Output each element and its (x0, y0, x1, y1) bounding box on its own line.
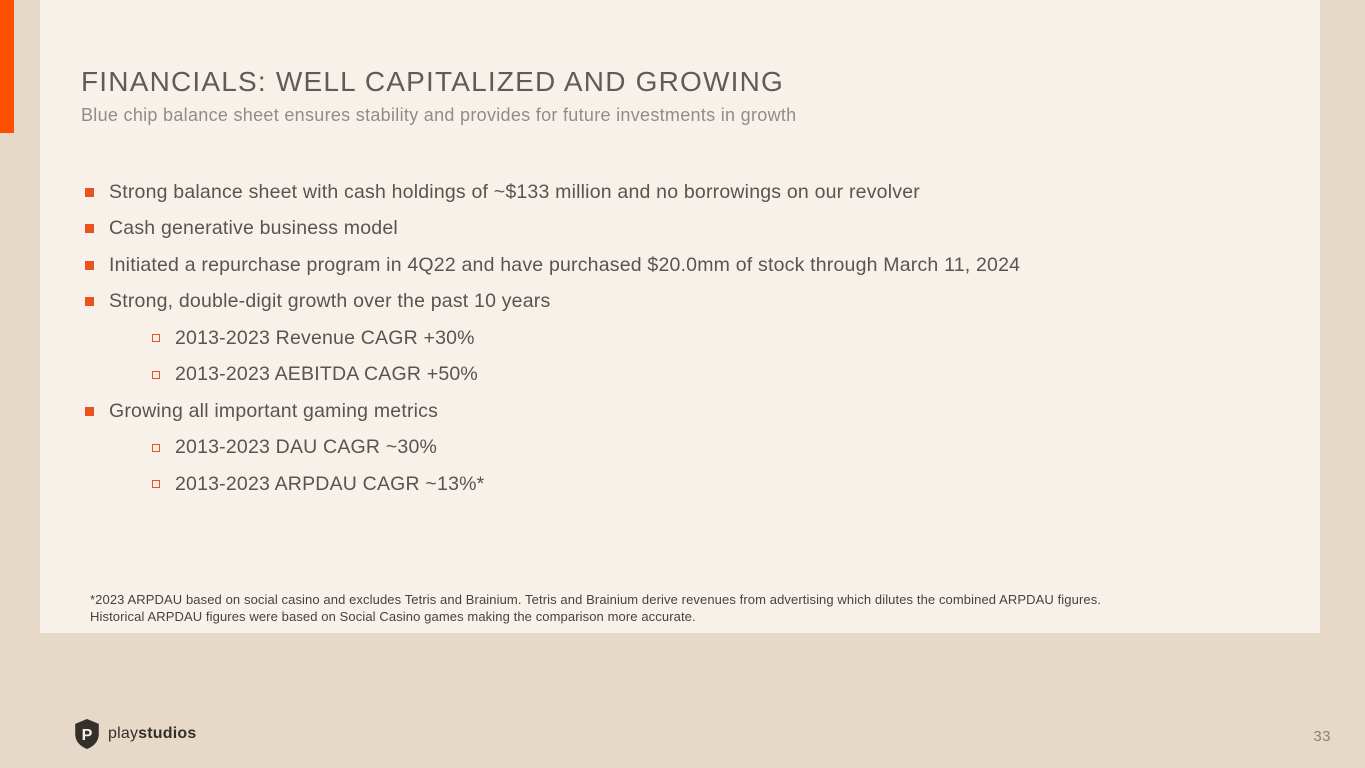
bullet-item (40, 284, 1280, 321)
footnote (90, 592, 1310, 625)
footnote-line-1: *2023 ARPDAU based on social casino and excludes Tetris and Brainium. Tetris and Brainium derive revenues from advertising which dilutes the combined ARPDAU figures. (90, 592, 1102, 607)
sub-bullet-item (40, 320, 1280, 357)
svg-text:P: P (81, 725, 93, 744)
sub-bullet-item (40, 430, 1280, 467)
slide-header (81, 66, 1261, 126)
bullet-hollow-square-icon (152, 480, 160, 488)
bullet-text: 2013-2023 AEBITDA CAGR +50% (175, 363, 478, 386)
sub-bullet-item (40, 357, 1280, 394)
bullet-item (40, 211, 1280, 248)
bullet-text: 2013-2023 DAU CAGR ~30% (175, 436, 438, 459)
playstudios-logo (74, 719, 196, 749)
logo-shield-icon (74, 719, 100, 749)
bullet-hollow-square-icon (152, 371, 160, 379)
logo-wordmark (108, 725, 196, 743)
bullet-square-icon (85, 407, 94, 416)
bullet-text: Strong balance sheet with cash holdings of ~$133 million and no borrowings on our revolver (109, 180, 920, 203)
bullet-text: Cash generative business model (109, 217, 398, 240)
page-number: 33 (1313, 728, 1331, 745)
page-title: FINANCIALS: WELL CAPITALIZED AND GROWING (81, 66, 784, 97)
bullet-text: 2013-2023 ARPDAU CAGR ~13%* (175, 472, 485, 495)
logo-text-studios: studios (138, 725, 197, 742)
bullet-square-icon (85, 261, 94, 270)
bullet-text: Strong, double-digit growth over the past 10 years (109, 290, 551, 313)
sub-bullet-item (40, 466, 1280, 503)
page-subtitle: Blue chip balance sheet ensures stability and provides for future investments in growth (81, 105, 797, 125)
content-card (40, 0, 1320, 633)
bullet-square-icon (85, 224, 94, 233)
bullet-square-icon (85, 188, 94, 197)
bullet-text: 2013-2023 Revenue CAGR +30% (175, 326, 475, 349)
bullet-hollow-square-icon (152, 334, 160, 342)
bullet-hollow-square-icon (152, 444, 160, 452)
bullet-square-icon (85, 297, 94, 306)
bullet-list (40, 174, 1280, 503)
footnote-line-2: Historical ARPDAU figures were based on Social Casino games making the comparison more accurate. (90, 608, 696, 624)
bullet-text: Initiated a repurchase program in 4Q22 and have purchased $20.0mm of stock through March 11, 2024 (109, 253, 1021, 276)
bullet-item (40, 393, 1280, 430)
logo-text-play: play (108, 725, 139, 742)
accent-bar (0, 0, 14, 133)
bullet-text: Growing all important gaming metrics (109, 399, 439, 422)
bullet-item (40, 247, 1280, 284)
bullet-item (40, 174, 1280, 211)
